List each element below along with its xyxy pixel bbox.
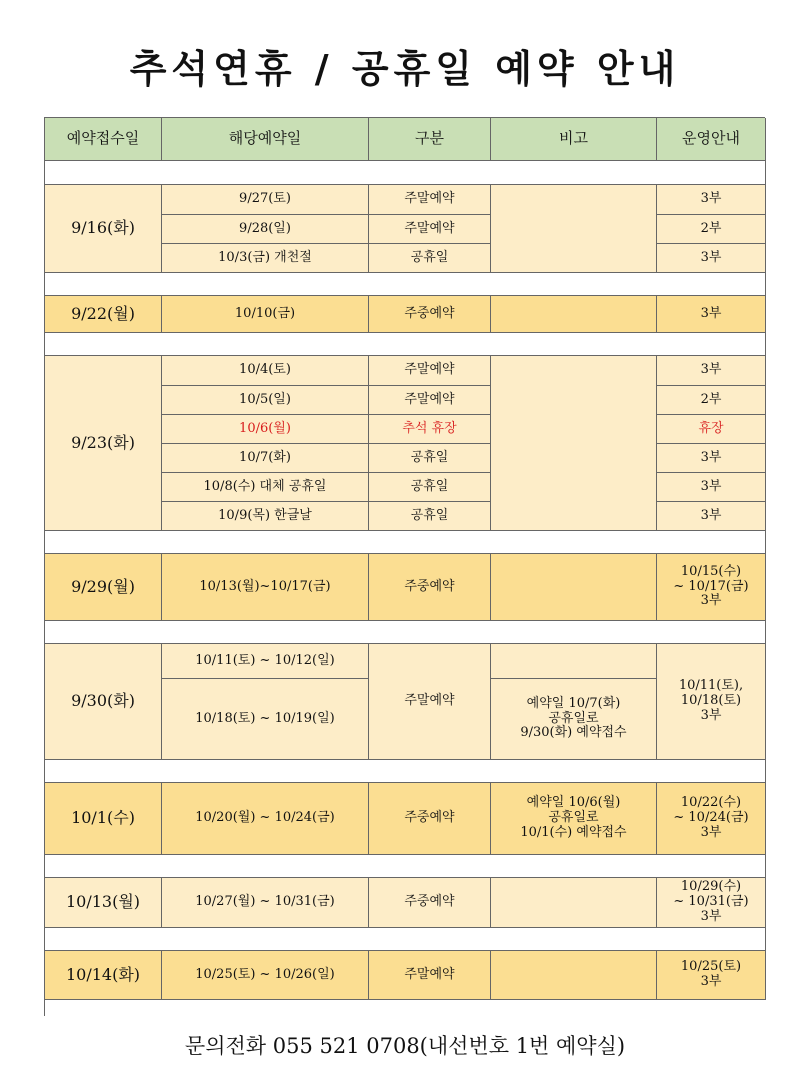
operation-cell: 2부	[657, 386, 766, 415]
reservation-date-cell: 10/3(금) 개천절	[162, 244, 369, 273]
note-cell	[491, 356, 657, 531]
received-date-cell: 9/16(화)	[45, 185, 162, 273]
reservation-date-cell: 10/27(월) ~ 10/31(금)	[162, 878, 369, 928]
category-cell: 공휴일	[369, 502, 491, 531]
reservation-date-cell: 10/13(월)~10/17(금)	[162, 554, 369, 621]
spacer-row	[45, 621, 766, 644]
category-cell: 주말예약	[369, 386, 491, 415]
note-cell	[491, 878, 657, 928]
operation-cell: 3부	[657, 356, 766, 386]
received-date-cell: 10/1(수)	[45, 783, 162, 855]
category-cell: 주말예약	[369, 951, 491, 1000]
reservation-date-cell: 9/28(일)	[162, 215, 369, 244]
note-cell: 예약일 10/7(화) 공휴일로 9/30(화) 예약접수	[491, 679, 657, 760]
received-date-cell: 9/23(화)	[45, 356, 162, 531]
category-cell: 주중예약	[369, 554, 491, 621]
closed-operation-cell: 휴장	[657, 415, 766, 444]
spacer-row	[45, 855, 766, 878]
note-cell	[491, 554, 657, 621]
operation-cell: 3부	[657, 185, 766, 215]
note-cell	[491, 296, 657, 333]
operation-cell: 10/25(토) 3부	[657, 951, 766, 1000]
spacer-row	[45, 161, 766, 185]
received-date-cell: 9/30(화)	[45, 644, 162, 760]
spacer-row	[45, 928, 766, 951]
reservation-date-cell: 10/5(일)	[162, 386, 369, 415]
reservation-table	[44, 117, 765, 1016]
reservation-date-cell: 10/8(수) 대체 공휴일	[162, 473, 369, 502]
category-cell: 주말예약	[369, 644, 491, 760]
received-date-cell: 9/29(월)	[45, 554, 162, 621]
header-received-date: 예약접수일	[45, 118, 162, 161]
category-cell: 공휴일	[369, 244, 491, 273]
category-cell: 주말예약	[369, 185, 491, 215]
operation-cell: 3부	[657, 473, 766, 502]
note-cell	[491, 644, 657, 679]
category-cell: 주말예약	[369, 356, 491, 386]
contact-phone: 문의전화 055 521 0708(내선번호 1번 예약실)	[184, 1034, 626, 1058]
reservation-date-cell: 10/10(금)	[162, 296, 369, 333]
spacer-row	[45, 760, 766, 783]
operation-cell: 3부	[657, 296, 766, 333]
closed-date-cell: 10/6(월)	[162, 415, 369, 444]
operation-cell: 10/15(수) ~ 10/17(금) 3부	[657, 554, 766, 621]
header-operation: 운영안내	[657, 118, 766, 161]
page-title: 추석연휴 / 공휴일 예약 안내	[129, 47, 681, 91]
reservation-date-cell: 9/27(토)	[162, 185, 369, 215]
closed-category-cell: 추석 휴장	[369, 415, 491, 444]
note-cell	[491, 951, 657, 1000]
reservation-date-cell: 10/18(토) ~ 10/19(일)	[162, 679, 369, 760]
operation-cell: 3부	[657, 244, 766, 273]
spacer-row	[45, 531, 766, 554]
note-cell: 예약일 10/6(월) 공휴일로 10/1(수) 예약접수	[491, 783, 657, 855]
reservation-date-cell: 10/9(목) 한글날	[162, 502, 369, 531]
category-cell: 주중예약	[369, 783, 491, 855]
reservation-date-cell: 10/11(토) ~ 10/12(일)	[162, 644, 369, 679]
operation-cell: 10/22(수) ~ 10/24(금) 3부	[657, 783, 766, 855]
reservation-date-cell: 10/25(토) ~ 10/26(일)	[162, 951, 369, 1000]
operation-cell: 3부	[657, 502, 766, 531]
category-cell: 공휴일	[369, 473, 491, 502]
operation-cell: 2부	[657, 215, 766, 244]
operation-cell: 10/29(수) ~ 10/31(금) 3부	[657, 878, 766, 928]
reservation-date-cell: 10/20(월) ~ 10/24(금)	[162, 783, 369, 855]
header-category: 구분	[369, 118, 491, 161]
operation-cell: 3부	[657, 444, 766, 473]
spacer-row	[45, 333, 766, 356]
spacer-row	[45, 273, 766, 296]
received-date-cell: 10/13(월)	[45, 878, 162, 928]
received-date-cell: 10/14(화)	[45, 951, 162, 1000]
note-cell	[491, 185, 657, 273]
category-cell: 공휴일	[369, 444, 491, 473]
received-date-cell: 9/22(월)	[45, 296, 162, 333]
reservation-date-cell: 10/4(토)	[162, 356, 369, 386]
header-note: 비고	[491, 118, 657, 161]
category-cell: 주중예약	[369, 878, 491, 928]
operation-cell: 10/11(토), 10/18(토) 3부	[657, 644, 766, 760]
category-cell: 주말예약	[369, 215, 491, 244]
reservation-date-cell: 10/7(화)	[162, 444, 369, 473]
category-cell: 주중예약	[369, 296, 491, 333]
header-reservation-date: 해당예약일	[162, 118, 369, 161]
